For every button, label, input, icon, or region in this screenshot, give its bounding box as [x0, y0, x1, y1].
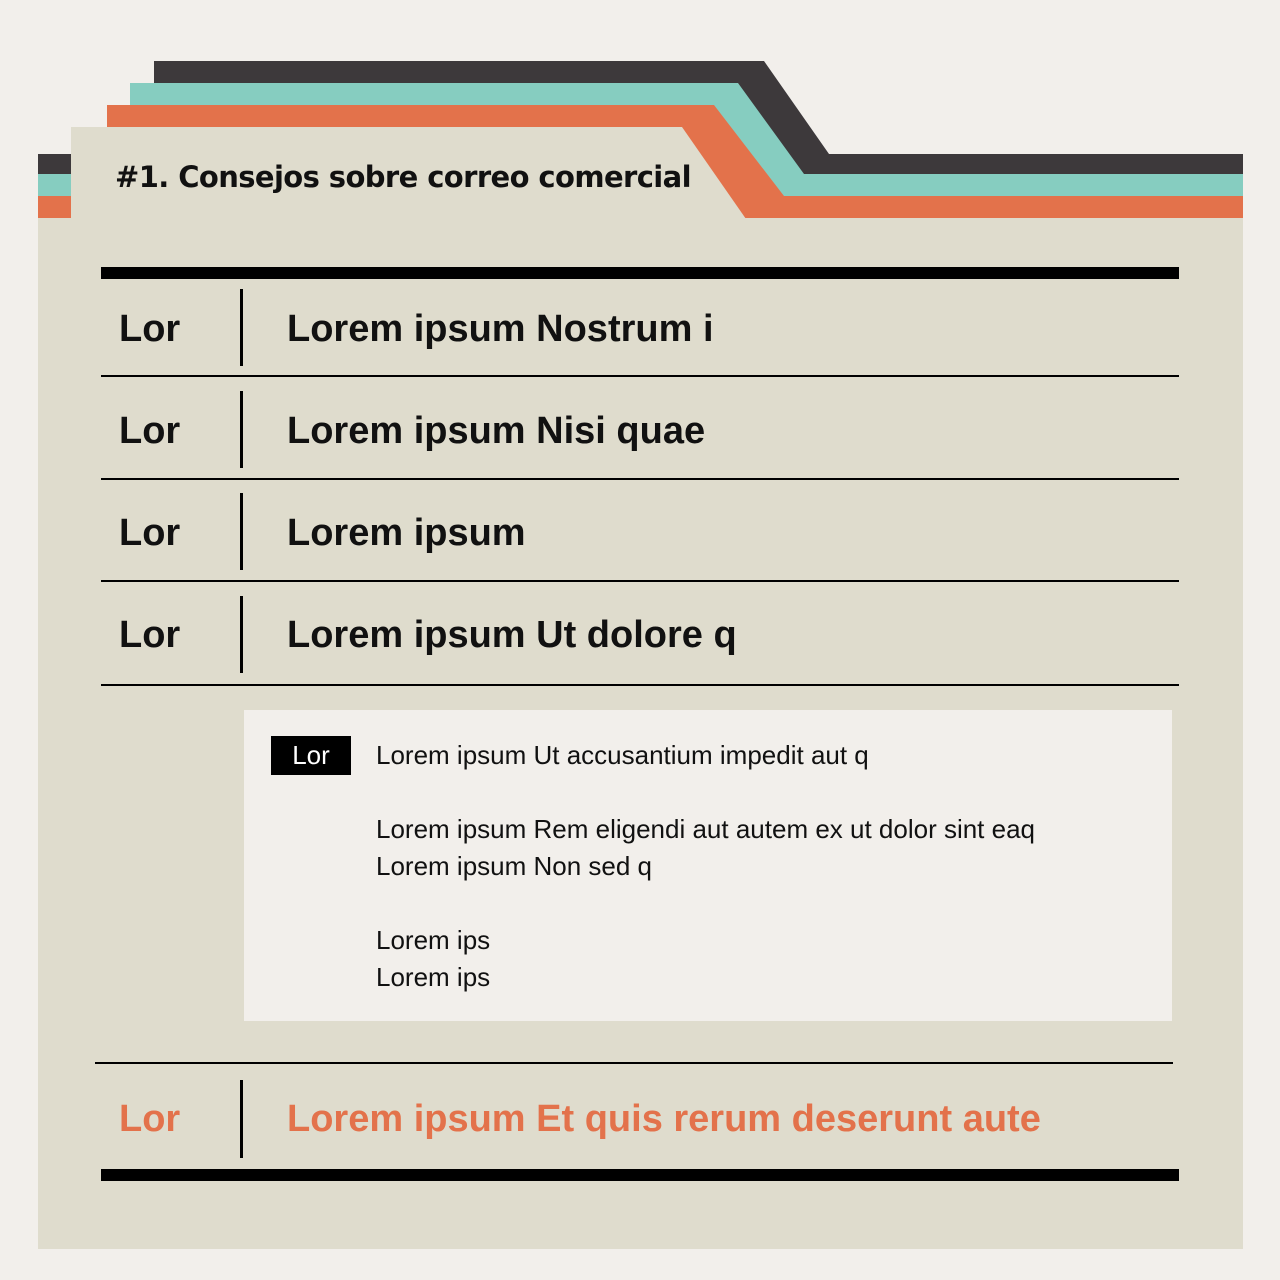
- row-key: Lor: [119, 512, 181, 554]
- row-value: Lorem ipsum: [287, 512, 526, 554]
- column-divider: [240, 596, 243, 673]
- highlight-value: Lorem ipsum Et quis rerum deserunt aute: [287, 1098, 1041, 1140]
- note-line: Lorem ips: [376, 925, 491, 955]
- column-divider: [240, 493, 243, 570]
- table-row: [101, 391, 1179, 468]
- column-divider: [240, 289, 243, 366]
- highlight-key: Lor: [119, 1098, 181, 1140]
- row-separator: [101, 375, 1179, 377]
- note-line: Lorem ips: [376, 962, 491, 992]
- note-line: Lorem ipsum Ut accusantium impedit aut q: [376, 740, 869, 770]
- table-row: [101, 596, 1179, 673]
- column-divider: [240, 1080, 243, 1158]
- row-key: Lor: [119, 308, 181, 350]
- table-row: [101, 289, 1179, 366]
- highlight-top-rule: [95, 1062, 1173, 1064]
- note-badge: Lor: [271, 736, 351, 775]
- row-separator: [101, 580, 1179, 582]
- note-line: Lorem ipsum Rem eligendi aut autem ex ut dolor sint eaq: [376, 814, 1036, 844]
- row-value: Lorem ipsum Ut dolore q: [287, 614, 737, 656]
- row-key: Lor: [119, 410, 181, 452]
- note-panel: [244, 710, 1172, 1021]
- bottom-rule: [101, 1169, 1179, 1181]
- row-key: Lor: [119, 614, 181, 656]
- note-line: Lorem ipsum Non sed q: [376, 851, 653, 881]
- table-row: [101, 493, 1179, 570]
- row-separator: [101, 684, 1179, 686]
- top-rule: [101, 267, 1179, 279]
- row-value: Lorem ipsum Nostrum i: [287, 308, 714, 350]
- row-separator: [101, 478, 1179, 480]
- row-value: Lorem ipsum Nisi quae: [287, 410, 706, 452]
- page-title: #1. Consejos sobre correo comercial: [115, 160, 691, 194]
- column-divider: [240, 391, 243, 468]
- highlight-row: [101, 1080, 1179, 1158]
